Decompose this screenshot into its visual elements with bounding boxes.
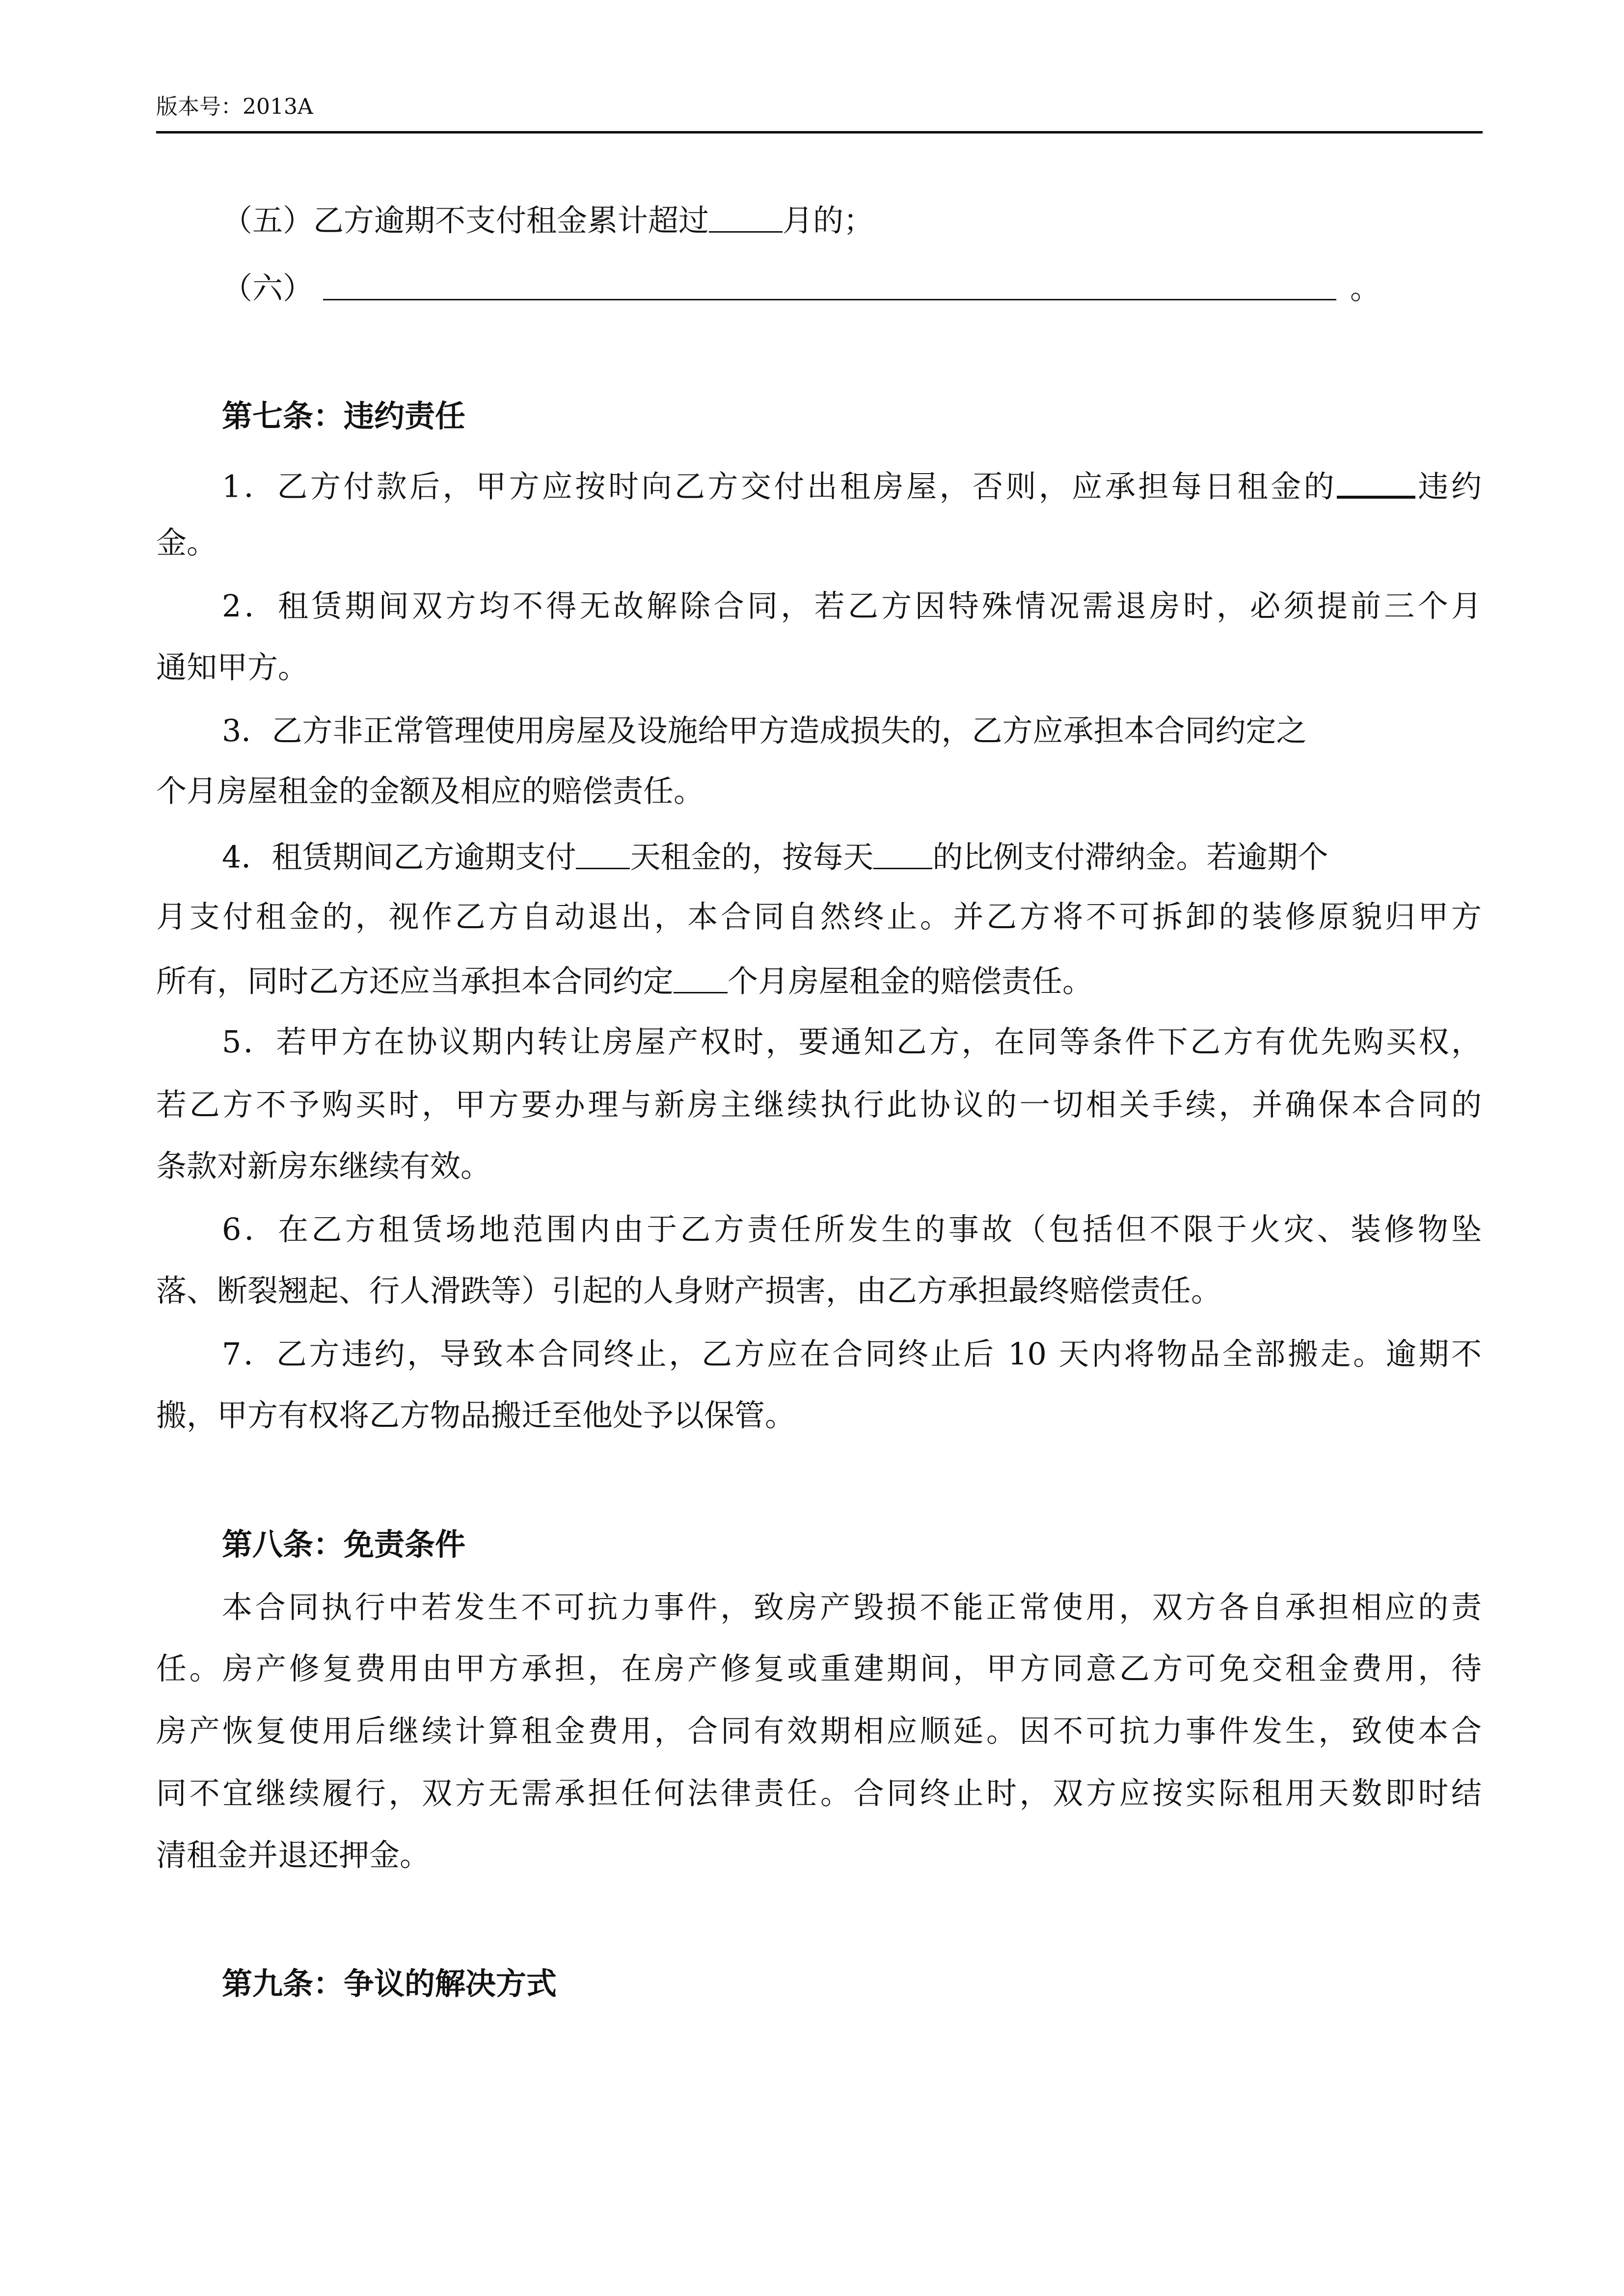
article-8-heading: 第八条：免责条件 xyxy=(222,1526,466,1562)
fill-blank-late-fee-rate[interactable] xyxy=(873,840,932,869)
article-7-heading: 第七条：违约责任 xyxy=(222,398,466,434)
art7-p5-line3: 条款对新房东继续有效。 xyxy=(156,1148,491,1184)
clause-item-6-text-a: （六） xyxy=(222,270,314,306)
clause-item-6-text-b: 。 xyxy=(1350,270,1381,306)
art7-p2-line2: 通知甲方。 xyxy=(156,649,309,685)
art7-p1-line1 xyxy=(222,468,1482,505)
fill-blank-months[interactable] xyxy=(709,204,783,233)
art7-p4-text-c: 的比例支付滞纳金。若逾期个 xyxy=(932,839,1328,875)
art7-p4-line3-text-a: 所有，同时乙方还应当承担本合同约定 xyxy=(156,963,674,999)
art7-p1-line2: 金。 xyxy=(156,525,217,561)
art8-line2: 任。房产修复费用由甲方承担，在房产修复或重建期间，甲方同意乙方可免交租金费用，待 xyxy=(156,1651,1482,1686)
art7-p4-line2: 月支付租金的，视作乙方自动退出，本合同自然终止。并乙方将不可拆卸的装修原貌归甲方 xyxy=(156,899,1482,934)
art7-p1-text-a: 1．乙方付款后，甲方应按时向乙方交付出租房屋，否则，应承担每日租金的 xyxy=(222,468,1337,505)
art7-p6-line2: 落、断裂翘起、行人滑跌等）引起的人身财产损害，由乙方承担最终赔偿责任。 xyxy=(156,1273,1222,1308)
art7-p4-text-b: 天租金的，按每天 xyxy=(630,839,874,875)
art7-p4-text-a: 4．租赁期间乙方逾期支付 xyxy=(222,839,576,875)
clause-item-5-text-a: （五）乙方逾期不支付租金累计超过 xyxy=(222,202,709,239)
clause-item-6 xyxy=(222,271,1482,304)
art7-p4-line3-text-b: 个月房屋租金的赔偿责任。 xyxy=(728,963,1093,999)
article-9-heading: 第九条：争议的解决方式 xyxy=(222,1966,557,2002)
art7-p7-line1: 7．乙方违约，导致本合同终止，乙方应在合同终止后 10 天内将物品全部搬走。逾期不 xyxy=(222,1336,1482,1372)
art7-p6-line1: 6．在乙方租赁场地范围内由于乙方责任所发生的事故（包括但不限于火灾、装修物坠 xyxy=(222,1211,1482,1247)
art7-p4-line3 xyxy=(156,964,1482,997)
clause-item-5-text-b: 月的； xyxy=(783,202,874,239)
version-number: 版本号：2013A xyxy=(156,94,313,119)
art8-line3: 房产恢复使用后继续计算租金费用，合同有效期相应顺延。因不可抗力事件发生，致使本合 xyxy=(156,1713,1482,1749)
art8-line4: 同不宜继续履行，双方无需承担任何法律责任。合同终止时，双方应按实际租用天数即时结 xyxy=(156,1775,1482,1811)
fill-blank-item-6[interactable] xyxy=(323,271,1336,300)
art7-p2-line1: 2．租赁期间双方均不得无故解除合同，若乙方因特殊情况需退房时，必须提前三个月 xyxy=(222,588,1482,624)
art8-line1: 本合同执行中若发生不可抗力事件，致房产毁损不能正常使用，双方各自承担相应的责 xyxy=(222,1589,1482,1625)
art7-p1-text-b: 违约 xyxy=(1415,468,1482,505)
header-divider xyxy=(156,131,1483,133)
art7-p3-line2: 个月房屋租金的金额及相应的赔偿责任。 xyxy=(156,773,704,809)
fill-blank-months-rent[interactable] xyxy=(674,964,728,993)
clause-item-5 xyxy=(222,202,1482,239)
art7-p5-line1: 5．若甲方在协议期内转让房屋产权时，要通知乙方，在同等条件下乙方有优先购买权， xyxy=(222,1024,1482,1060)
art7-p7-line2: 搬，甲方有权将乙方物品搬迁至他处予以保管。 xyxy=(156,1397,796,1433)
art7-p3-line1: 3．乙方非正常管理使用房屋及设施给甲方造成损失的，乙方应承担本合同约定之 xyxy=(222,713,1307,748)
art7-p5-line2: 若乙方不予购买时，甲方要办理与新房主继续执行此协议的一切相关手续，并确保本合同的 xyxy=(156,1087,1482,1122)
fill-blank-days[interactable] xyxy=(576,840,630,869)
fill-blank-penalty[interactable] xyxy=(1337,468,1415,499)
art8-line5: 清租金并退还押金。 xyxy=(156,1837,431,1873)
art7-p4-line1 xyxy=(222,840,1482,873)
